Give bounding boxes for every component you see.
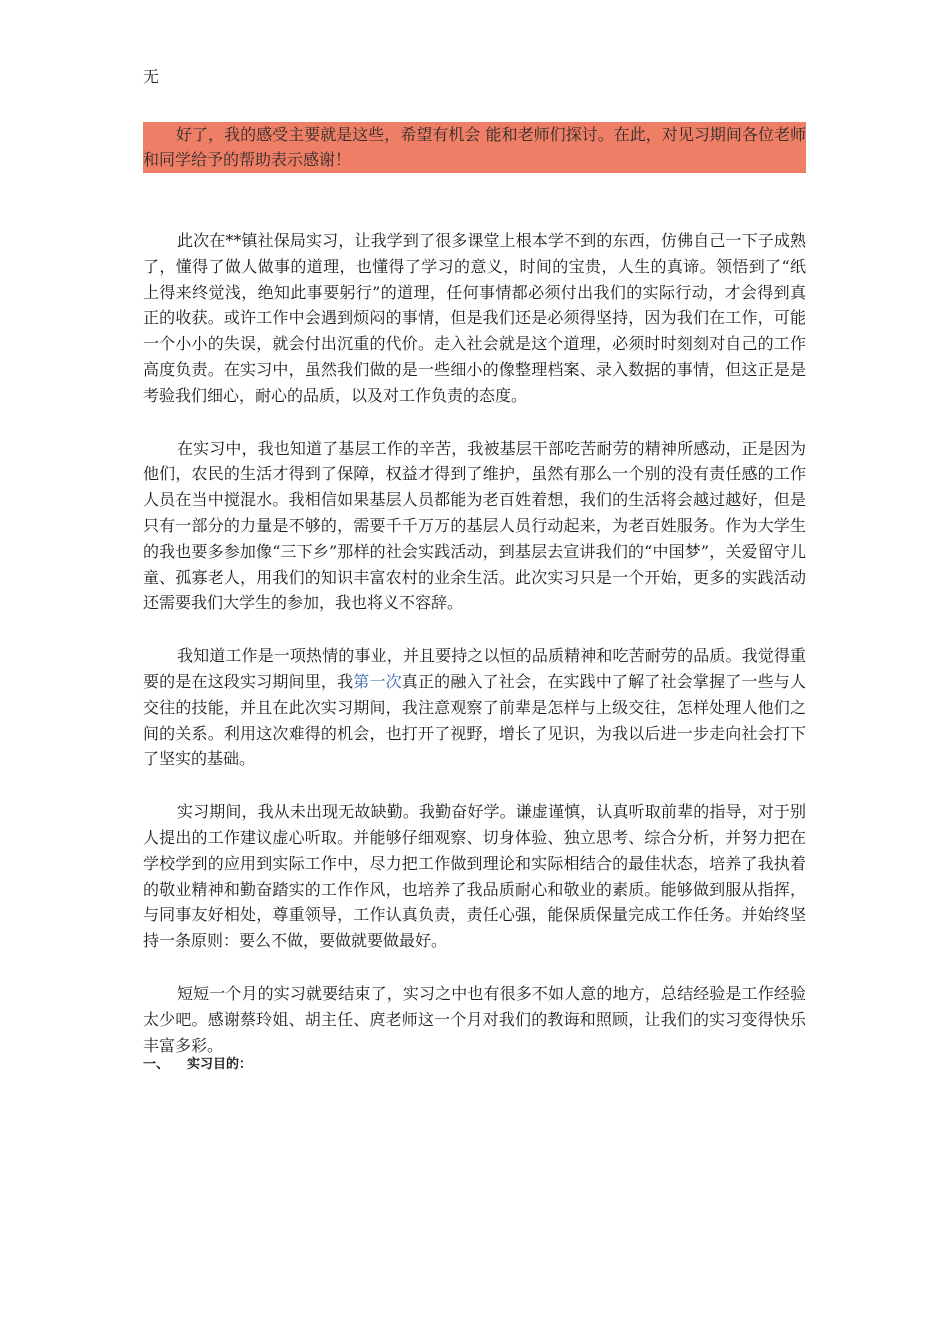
section-number: 一、: [143, 1057, 170, 1072]
paragraph-1: 此次在**镇社保局实习，让我学到了很多课堂上根本学不到的东西，仿佛自己一下子成熟了，懂得了做人做事的道理，也懂得了学习的意义，时间的宝贵，人生的真谛。领悟到了“纸上得来终觉浅，绝知此事要躬行”的道理，任何事情都必须付出我们的实际行动，才会得到真正的收获。或许工作中会遇到烦闷的事情，但是我们还是必须得坚持，因为我们在工作，可能一个小小的失误，就会付出沉重的代价。走入社会就是这个道理，必须时时刻刻对自己的工作高度负责。在实习中，虽然我们做的是一些细小的像整理档案、录入数据的事情，但这正是是考验我们细心，耐心的品质，以及对工作负责的态度。: [143, 231, 806, 405]
paragraph-3-before: 我知道工作是一项热情的事业，并且要持之以恒的品质精神和吃苦耐劳的品质。我觉得重要的是在这段实习期间里，我: [143, 646, 806, 691]
paragraph-2: 在实习中，我也知道了基层工作的辛苦，我被基层干部吃苦耐劳的精神所感动，正是因为他们，农民的生活才得到了保障，权益才得到了维护，虽然有那么一个别的没有责任感的工作人员在当中搅混水。我相信如果基层人员都能为老百姓着想，我们的生活将会越过越好，但是只有一部分的力量是不够的，需要千千万万的基层人员行动起来，为老百姓服务。作为大学生的我也要多参加像“三下乡”那样的社会实践活动，到基层去宣讲我们的“中国梦”，关爱留守儿童、孤寡老人，用我们的知识丰富农村的业余生活。此次实习只是一个开始，更多的实践活动还需要我们大学生的参加，我也将义不容辞。: [143, 438, 806, 613]
section-heading: [143, 1055, 252, 1075]
paragraph-5: 短短一个月的实习就要结束了，实习之中也有很多不如人意的地方，总结经验是工作经验太少吧。感谢蔡玲姐、胡主任、庹老师这一个月对我们的教诲和照顾，让我们的实习变得快乐丰富多彩。: [143, 983, 806, 1055]
paragraph-3-after: 真正的融入了社会，在实践中了解了社会掌握了一些与人交往的技能，并且在此次实习期间，我注意观察了前辈是怎样与上级交往，怎样处理人他们之间的关系。利用这次难得的机会，也打开了视野，增长了见识，为我以后进一步走向社会打下了坚实的基础。: [143, 671, 806, 769]
paragraph-4: 实习期间，我从未出现无故缺勤。我勤奋好学。谦虚谨慎，认真听取前辈的指导，对于别人提出的工作建议虚心听取。并能够仔细观察、切身体验、独立思考、综合分析，并努力把在学校学到的应用到实际工作中，尽力把工作做到理论和实际相结合的最佳状态，培养了我执着的敬业精神和勤奋踏实的工作作风，也培养了我品质耐心和敬业的素质。能够做到服从指挥，与同事友好相处，尊重领导，工作认真负责，责任心强，能保质保量完成工作任务。并始终坚持一条原则：要么不做，要做就要做最好。: [143, 802, 806, 951]
header-text: 无: [143, 67, 160, 86]
first-time-link[interactable]: 第一次: [353, 671, 402, 691]
body-text: [143, 228, 806, 1085]
section-title: 实习目的：: [187, 1057, 253, 1072]
highlighted-paragraph: 好了，我的感受主要就是这些，希望有机会 能和老师们探讨。在此，对见习期间各位老师和同学给予的帮助表示感谢！: [143, 122, 806, 173]
paragraph-3: [143, 643, 806, 772]
